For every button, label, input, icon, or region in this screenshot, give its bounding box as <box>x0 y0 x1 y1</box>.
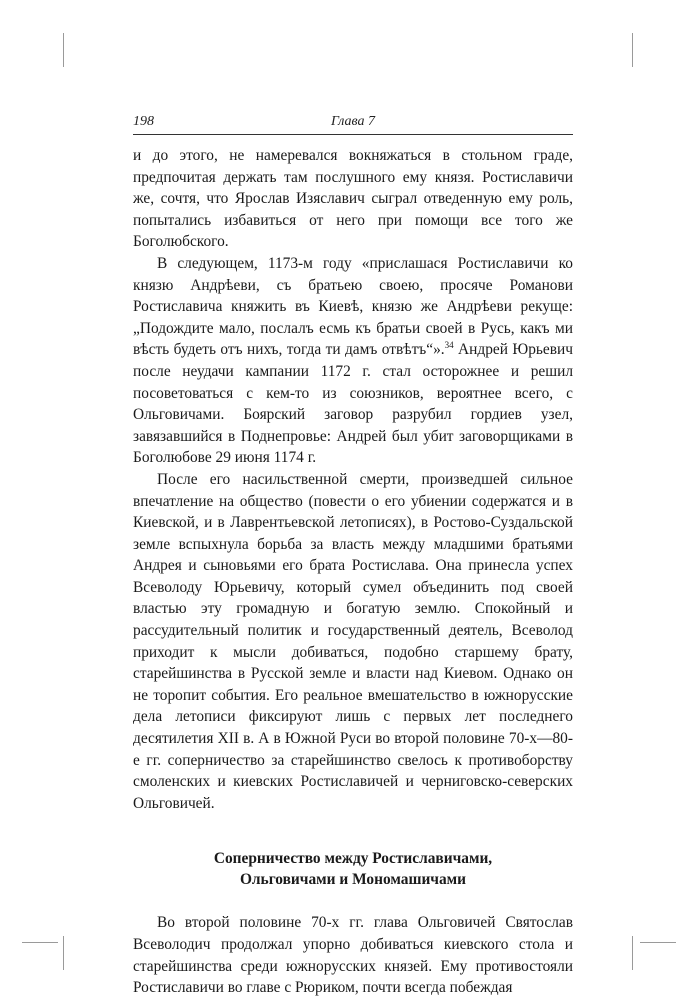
paragraph-3: После его насильственной смерти, произведшей сильное впечатление на общество (повести о его убиении содержатся и в Киевской, и в Лаврентьевской летописях), в Ростово-Суздальской земле вспыхнула борьба за власть между младшими братьями Андрея и сыновьями его брата Ростислава. Она принесла успех Всеволоду Юрьевичу, который сумел объединить под своей властью эту громадную и богатую землю. Спокойный и рассудительный политик и государственный деятель, Всеволод приходит к мысли добиваться, подобно старшему брату, старейшинства в Русской земле и власти над Киевом. Однако он не торопит события. Его реальное вмешательство в южнорусские дела летописи фиксируют лишь с первых лет последнего десятилетия XII в. А в Южной Руси во второй половине 70-х—80-е гг. соперничество за старейшинство свелось к противоборству смоленских и киевских Ростиславичей и черниговско-северских Ольговичей. <box>133 470 573 812</box>
paragraph-2 <box>133 253 573 469</box>
paragraph-2-text-before: В следующем, 1173-м году «прислашася Ростиславичи ко князю Андрѣеви, съ братьею своею, просяче Романови Ростиславича княжить въ Киевѣ, князю же Андрѣеви рекуще: „Подождите мало, послалъ есмь къ братьи своей в Русь, какъ ми вѣсть будеть отъ нихъ, тогда ти дамъ отвѣтъ“». <box>133 254 573 359</box>
section-heading-line-2: Ольговичами и Мономашичами <box>239 871 467 889</box>
chapter-title: Глава 7 <box>331 114 375 129</box>
crop-mark-top-right <box>632 33 633 67</box>
crop-mark-top-left <box>63 33 64 67</box>
page-number: 198 <box>133 114 154 129</box>
section-heading <box>133 848 573 890</box>
section-heading-line-1: Соперничество между Ростиславичами, <box>213 850 493 868</box>
crop-mark-bottom-left <box>63 936 64 970</box>
header-rule <box>133 134 573 135</box>
crop-mark-bottom-right <box>632 936 633 970</box>
crop-mark-left-bottom <box>22 942 58 943</box>
crop-mark-right-bottom <box>640 942 676 943</box>
footnote-marker: 34 <box>444 340 454 351</box>
paragraph-1: и до этого, не намеревался вокняжаться в стольном граде, предпочитая держать там послушного ему князя. Ростиславичи же, сочтя, что Ярослав Изяславич сыграл отведенную ему роль, попытались избавиться от него при помощи все того же Боголюбского. <box>133 147 573 251</box>
paragraph-2-text-after: Андрей Юрьевич после неудачи кампании 1172 г. стал осторожнее и решил посоветоваться с кем-то из союзников, вероятнее всего, с Ольговичами. Боярский заговор разрубил гордиев узел, завязавшийся в Поднепровье: Андрей был убит заговорщиками в Боголюбове 29 июня 1174 г. <box>133 341 573 467</box>
running-header <box>133 114 573 134</box>
body-text <box>133 145 573 999</box>
paragraph-4: Во второй половине 70-х гг. глава Ольговичей Святослав Всеволодич продолжал упорно добиваться киевского стола и старейшинства среди южнорусских князей. Ему противостояли Ростиславичи во главе с Рюриком, почти всегда побеждая <box>133 914 573 997</box>
